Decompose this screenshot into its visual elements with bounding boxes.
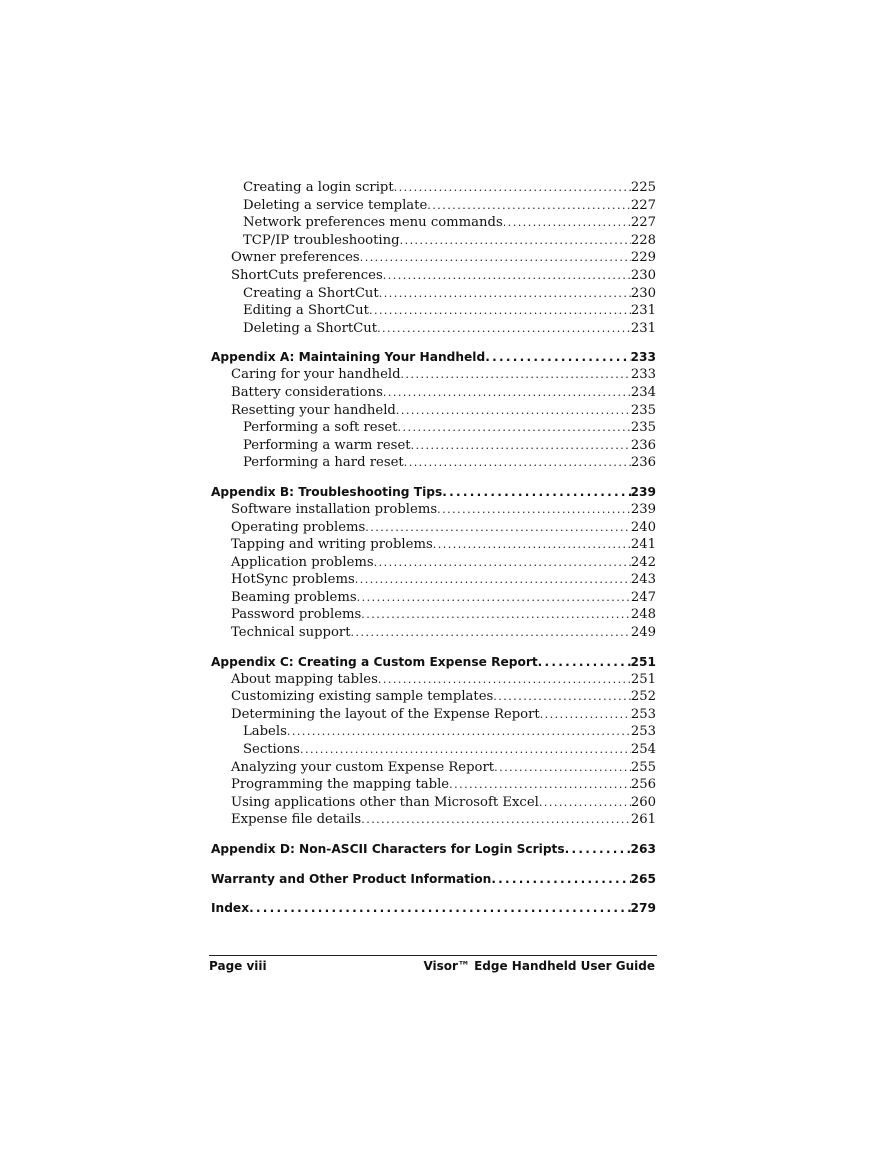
toc-entry[interactable]: Password problems . . . 248: [211, 606, 656, 624]
toc-heading-index[interactable]: Index . . . 279: [211, 899, 656, 917]
toc-heading-appendix-a[interactable]: Appendix A: Maintaining Your Handheld . . . 233: [211, 348, 656, 366]
toc-entry[interactable]: Customizing existing sample templates . . . 252: [211, 688, 656, 706]
toc-heading-appendix-b[interactable]: Appendix B: Troubleshooting Tips . . . 239: [211, 483, 656, 501]
toc-entry[interactable]: Deleting a ShortCut . . . 231: [211, 320, 656, 338]
guide-title: Visor™ Edge Handheld User Guide: [423, 959, 655, 973]
toc-entry[interactable]: Network preferences menu commands . . . 227: [211, 214, 656, 232]
toc-entry[interactable]: Expense file details . . . 261: [211, 811, 656, 829]
toc-entry[interactable]: Owner preferences . . . 229: [211, 249, 656, 267]
toc-entry[interactable]: Creating a ShortCut . . . 230: [211, 285, 656, 303]
toc-heading-warranty[interactable]: Warranty and Other Product Information . . . 265: [211, 870, 656, 888]
toc-entry[interactable]: Software installation problems . . . 239: [211, 501, 656, 519]
toc-entry[interactable]: Performing a warm reset . . . 236: [211, 437, 656, 455]
toc-entry[interactable]: ShortCuts preferences . . . 230: [211, 267, 656, 285]
toc-entry[interactable]: Performing a hard reset . . . 236: [211, 454, 656, 472]
toc-entry[interactable]: Beaming problems . . . 247: [211, 589, 656, 607]
toc-entry[interactable]: Deleting a service template . . . 227: [211, 197, 656, 215]
toc-heading-appendix-c[interactable]: Appendix C: Creating a Custom Expense Report . . . 251: [211, 653, 656, 671]
toc-entry[interactable]: Application problems . . . 242: [211, 554, 656, 572]
toc-entry[interactable]: TCP/IP troubleshooting . . . 228: [211, 232, 656, 250]
toc-entry[interactable]: Programming the mapping table . . . 256: [211, 776, 656, 794]
toc-entry[interactable]: Battery considerations . . . 234: [211, 384, 656, 402]
toc-entry[interactable]: Using applications other than Microsoft Excel . . . 260: [211, 794, 656, 812]
toc-entry[interactable]: About mapping tables . . . 251: [211, 671, 656, 689]
toc-heading-appendix-d[interactable]: Appendix D: Non-ASCII Characters for Login Scripts . . . 263: [211, 840, 656, 858]
page-number: Page viii: [209, 959, 267, 973]
toc-entry[interactable]: Labels . . . 253: [211, 723, 656, 741]
toc-entry[interactable]: Tapping and writing problems . . . 241: [211, 536, 656, 554]
toc-entry[interactable]: Technical support . . . 249: [211, 624, 656, 642]
toc-entry[interactable]: Creating a login script . . . 225: [211, 179, 656, 197]
toc-entry[interactable]: Sections . . . 254: [211, 741, 656, 759]
toc-entry[interactable]: Caring for your handheld . . . 233: [211, 366, 656, 384]
table-of-contents: [211, 179, 656, 917]
toc-entry[interactable]: Determining the layout of the Expense Report . . . 253: [211, 706, 656, 724]
toc-entry[interactable]: Editing a ShortCut . . . 231: [211, 302, 656, 320]
toc-entry[interactable]: Resetting your handheld . . . 235: [211, 402, 656, 420]
toc-entry[interactable]: HotSync problems . . . 243: [211, 571, 656, 589]
toc-entry[interactable]: Operating problems . . . 240: [211, 519, 656, 537]
page-footer: [209, 959, 655, 973]
toc-entry[interactable]: Performing a soft reset . . . 235: [211, 419, 656, 437]
toc-entry[interactable]: Analyzing your custom Expense Report . . . 255: [211, 759, 656, 777]
footer-divider: [209, 955, 657, 956]
